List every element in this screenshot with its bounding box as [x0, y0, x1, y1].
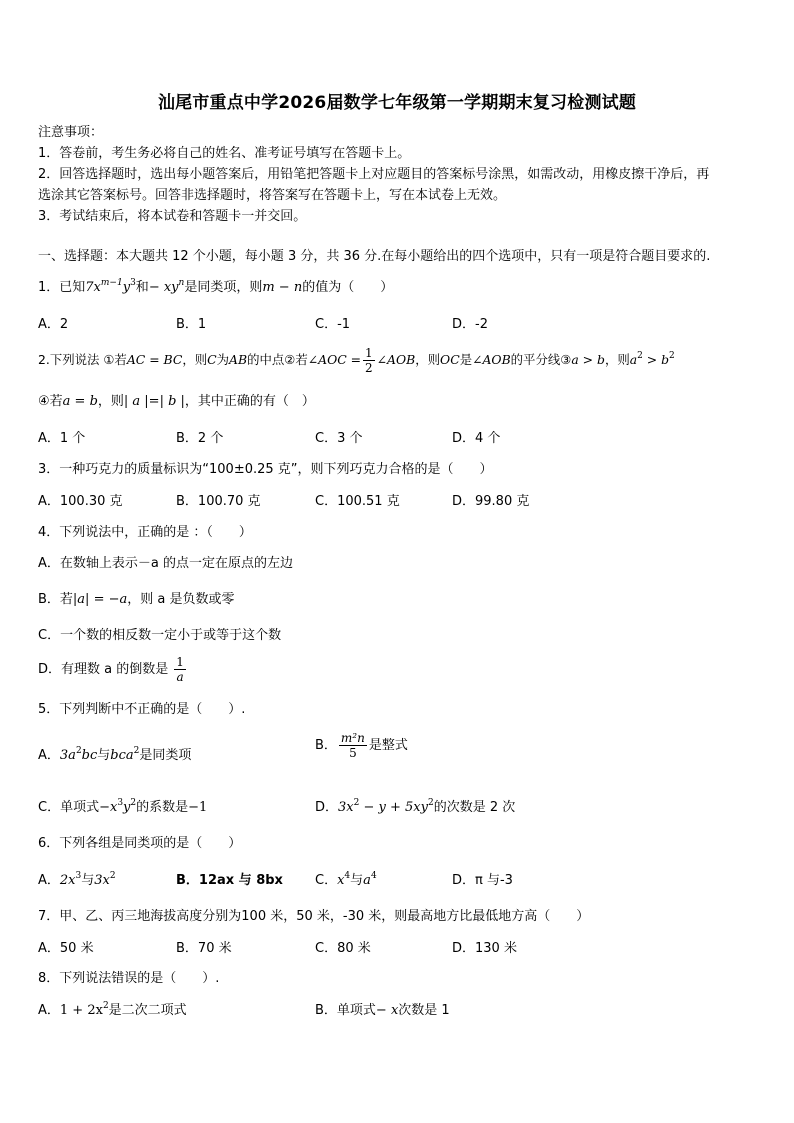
question-5-options-cd — [0, 796, 794, 814]
q2-text: ，其中正确的有（ ） — [184, 394, 315, 409]
q6-text: A． — [38, 873, 60, 888]
option-c: C．100.51 克 — [315, 494, 400, 509]
q5-text: 是同类项 — [139, 748, 192, 763]
q5-text: D． — [315, 800, 339, 815]
q2-text: 的平分线③ — [510, 352, 572, 367]
option-b — [315, 731, 408, 760]
question-4-stem: 4．下列说法中，正确的是 ：（ ） — [38, 525, 252, 540]
notice-heading: 注意事项： — [38, 125, 104, 140]
q2-exponent: 2 — [637, 351, 643, 361]
q6-text: 与 — [350, 873, 364, 888]
fraction-denominator: a — [176, 670, 184, 684]
q2-math: a = b — [62, 394, 98, 409]
q2-text: ，则 — [604, 352, 630, 367]
fraction-numerator: m²n — [340, 731, 365, 745]
q2-math: ∠AOB — [376, 352, 416, 367]
notice-item: 2．回答选择题时，选出每小题答案后，用铅笔把答题卡上对应题目的答案标号涂黑，如需改动，用橡皮擦干净后，再 — [38, 167, 710, 182]
q5-math: −x — [99, 800, 118, 815]
q2-math: AC = BC — [126, 352, 183, 367]
q1-term: y — [122, 280, 131, 295]
q5-exponent: 2 — [130, 798, 137, 808]
q2-text: ，则 — [415, 352, 441, 367]
q5-exponent: 3 — [117, 798, 124, 808]
q5-fraction — [339, 731, 367, 760]
question-7-options — [0, 937, 794, 955]
question-3-options — [0, 490, 794, 508]
question-3-stem: 3．一种巧克力的质量标识为“100±0.25 克”，则下列巧克力合格的是（ ） — [38, 462, 493, 477]
q2-math: a — [629, 352, 638, 367]
option-a — [38, 869, 116, 888]
question-1-stem — [38, 276, 393, 295]
q1-text: 和 — [135, 280, 149, 295]
option-c — [38, 796, 207, 815]
q8-math: − x — [375, 1003, 399, 1018]
option-b: B．12ax 与 8bx — [176, 873, 283, 888]
q5-exponent: 2 — [427, 798, 434, 808]
notice-item: 1．答卷前，考生务必将自己的姓名、准考证号填写在答题卡上。 — [38, 146, 411, 161]
q5-exponent: 2 — [75, 746, 82, 756]
fraction-numerator: 1 — [365, 346, 373, 360]
question-2-stem-line2 — [38, 390, 315, 409]
q2-text: ，则 — [182, 352, 208, 367]
q1-term: 7x — [85, 280, 101, 295]
option-b: B．70 米 — [176, 941, 232, 956]
option-d — [315, 796, 515, 815]
q8-text: A． — [38, 1003, 60, 1018]
q8-text: 次数是 1 — [398, 1003, 450, 1018]
q2-text: ④若 — [38, 394, 63, 409]
option-d: D．π 与-3 — [452, 873, 513, 888]
q2-text: ，则 — [97, 394, 124, 409]
question-6-options — [0, 869, 794, 887]
q5-text: C．单项式 — [38, 800, 100, 815]
q4-text: D．有理数 a 的倒数是 — [38, 662, 169, 677]
q4-fraction — [174, 655, 186, 684]
question-4-option-c: C．一个数的相反数一定小于或等于这个数 — [38, 628, 282, 643]
option-a — [38, 999, 187, 1018]
q1-expression: m − n — [262, 280, 303, 295]
q5-math: bca — [110, 748, 134, 763]
q4-math: |a| = −a — [72, 592, 128, 607]
question-5-stem: 5．下列判断中不正确的是（ ）. — [38, 702, 246, 717]
q6-text: C． — [315, 873, 338, 888]
q1-exponent: m−1 — [100, 278, 123, 288]
question-4-option-d — [38, 655, 188, 684]
q5-text: 的系数是 — [136, 800, 189, 815]
option-c: C．3 个 — [315, 431, 363, 446]
q8-text: 是二次二项式 — [108, 1003, 187, 1018]
q2-exponent: 2 — [669, 351, 675, 361]
option-c: C．-1 — [315, 317, 351, 332]
q2-math: a > b — [571, 352, 605, 367]
q6-exponent: 3 — [75, 871, 82, 881]
q8-exponent: 2 — [102, 1001, 109, 1011]
q6-exponent: 4 — [344, 871, 351, 881]
question-2-stem — [38, 346, 675, 375]
notice-item: 选涂其它答案标号。回答非选择题时，将答案写在答题卡上，写在本试卷上无效。 — [38, 188, 507, 203]
option-b: B．1 — [176, 317, 207, 332]
q2-text: 的中点②若 — [247, 352, 308, 367]
q6-exponent: 2 — [109, 871, 116, 881]
q2-math: > b — [642, 352, 670, 367]
section-heading: 一、选择题：本大题共 12 个小题，每小题 3 分，共 36 分.在每小题给出的四个选项中，只有一项是符合题目要求的. — [38, 249, 711, 264]
option-c — [315, 869, 377, 888]
option-a: A．50 米 — [38, 941, 94, 956]
q6-math: a — [363, 873, 371, 888]
option-d: D．130 米 — [452, 941, 517, 956]
q1-text: 1．已知 — [38, 280, 86, 295]
q1-term: − xy — [148, 280, 179, 295]
q5-text: 与 — [97, 748, 111, 763]
q5-exponent: 2 — [133, 746, 140, 756]
option-d: D．-2 — [452, 317, 488, 332]
fraction-numerator: 1 — [176, 655, 184, 669]
q6-text: 与 — [81, 873, 95, 888]
q5-math: 3x — [338, 800, 354, 815]
fraction-denominator: 2 — [365, 361, 373, 375]
q4-text: B．若 — [38, 592, 73, 607]
question-2-options — [0, 427, 794, 445]
question-1-options — [0, 313, 794, 331]
q5-math: y — [123, 800, 131, 815]
option-b: B．100.70 克 — [176, 494, 261, 509]
question-7-stem: 7．甲、乙、丙三地海拔高度分别为100 米，50 米，-30 米，则最高地方比最低地方高（ ） — [38, 909, 590, 924]
q1-exponent: 3 — [130, 278, 136, 288]
q2-math: ∠AOC = — [307, 352, 362, 367]
option-a — [38, 744, 191, 763]
q5-text: B． — [315, 738, 337, 753]
option-d: D．4 个 — [452, 431, 501, 446]
q1-exponent: n — [178, 278, 185, 288]
q2-text: 为 — [216, 352, 229, 367]
option-d: D．99.80 克 — [452, 494, 530, 509]
q5-math: bc — [81, 748, 98, 763]
question-5-options-ab — [0, 731, 794, 763]
question-4-option-b — [38, 588, 234, 607]
q2-math: C — [207, 352, 217, 367]
q6-math: 2x — [59, 873, 76, 888]
q5-text: 是整式 — [368, 738, 408, 753]
question-6-stem: 6．下列各组是同类项的是（ ） — [38, 836, 242, 851]
option-b: B．2 个 — [176, 431, 224, 446]
question-8-stem: 8．下列说法错误的是（ ）. — [38, 971, 220, 986]
q5-exponent: 2 — [353, 798, 360, 808]
option-a: A．1 个 — [38, 431, 86, 446]
notice-item: 3．考试结束后，将本试卷和答题卡一并交回。 — [38, 209, 307, 224]
q2-math: OC — [440, 352, 460, 367]
q2-math: ∠AOB — [472, 352, 511, 367]
option-c: C．80 米 — [315, 941, 371, 956]
q8-math: 1 + 2x — [59, 1003, 103, 1018]
q5-text: A． — [38, 748, 60, 763]
option-a: A．100.30 克 — [38, 494, 123, 509]
q5-math: 3a — [59, 748, 76, 763]
option-b — [315, 999, 450, 1018]
q5-math: − y + 5xy — [359, 800, 428, 815]
q4-text: ，则 a 是负数或零 — [127, 592, 235, 607]
q2-fraction — [363, 346, 375, 375]
fraction-denominator: 5 — [349, 746, 357, 760]
option-a: A．2 — [38, 317, 69, 332]
q2-math: AB — [229, 352, 248, 367]
q2-math: | a |=| b | — [123, 394, 185, 409]
q5-math: −1 — [188, 800, 208, 815]
q6-math: x — [337, 873, 345, 888]
q2-text: 2.下列说法 ①若 — [38, 352, 127, 367]
page-title: 汕尾市重点中学2026届数学七年级第一学期期末复习检测试题 — [157, 93, 637, 113]
question-4-option-a: A．在数轴上表示－a 的点一定在原点的左边 — [38, 556, 293, 571]
question-8-options — [0, 999, 794, 1017]
q1-text: 的值为（ ） — [302, 280, 394, 295]
q8-text: B．单项式 — [315, 1003, 376, 1018]
q2-text: 是 — [459, 352, 473, 367]
q5-text: 的次数是 2 次 — [433, 800, 516, 815]
q6-exponent: 4 — [370, 871, 377, 881]
q6-math: 3x — [94, 873, 110, 888]
q1-text: 是同类项，则 — [184, 280, 263, 295]
